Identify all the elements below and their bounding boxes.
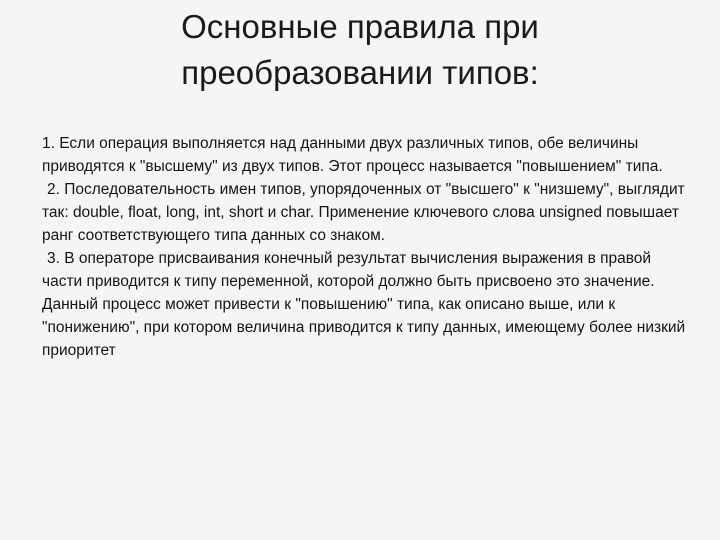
title-line-1: Основные правила при [181,8,539,45]
title-line-2: преобразовании типов: [181,54,539,91]
slide-title [60,4,660,96]
rule-paragraph-1: 1. Если операция выполняется над данными двух различных типов, обе величины приводятся к "высшему" из двух типов. Этот процесс называется "повышением" типа. [42,135,663,175]
rule-paragraph-2: 2. Последовательность имен типов, упорядоченных от "высшего" к "низшему", выглядит так: double, float, long, int, short и char. Применение ключевого слова unsigned повышает ранг соответствующего типа данных со знаком. [42,181,690,244]
slide-body [42,132,690,362]
rule-paragraph-3: 3. В операторе присваивания конечный результат вычисления выражения в правой части приводится к типу переменной, которой должно быть присвоено это значение. Данный процесс может привести к "повышению" типа, как описано выше, или к "понижению", при котором величина приводится к типу данных, имеющему более низкий приоритет [42,250,690,359]
